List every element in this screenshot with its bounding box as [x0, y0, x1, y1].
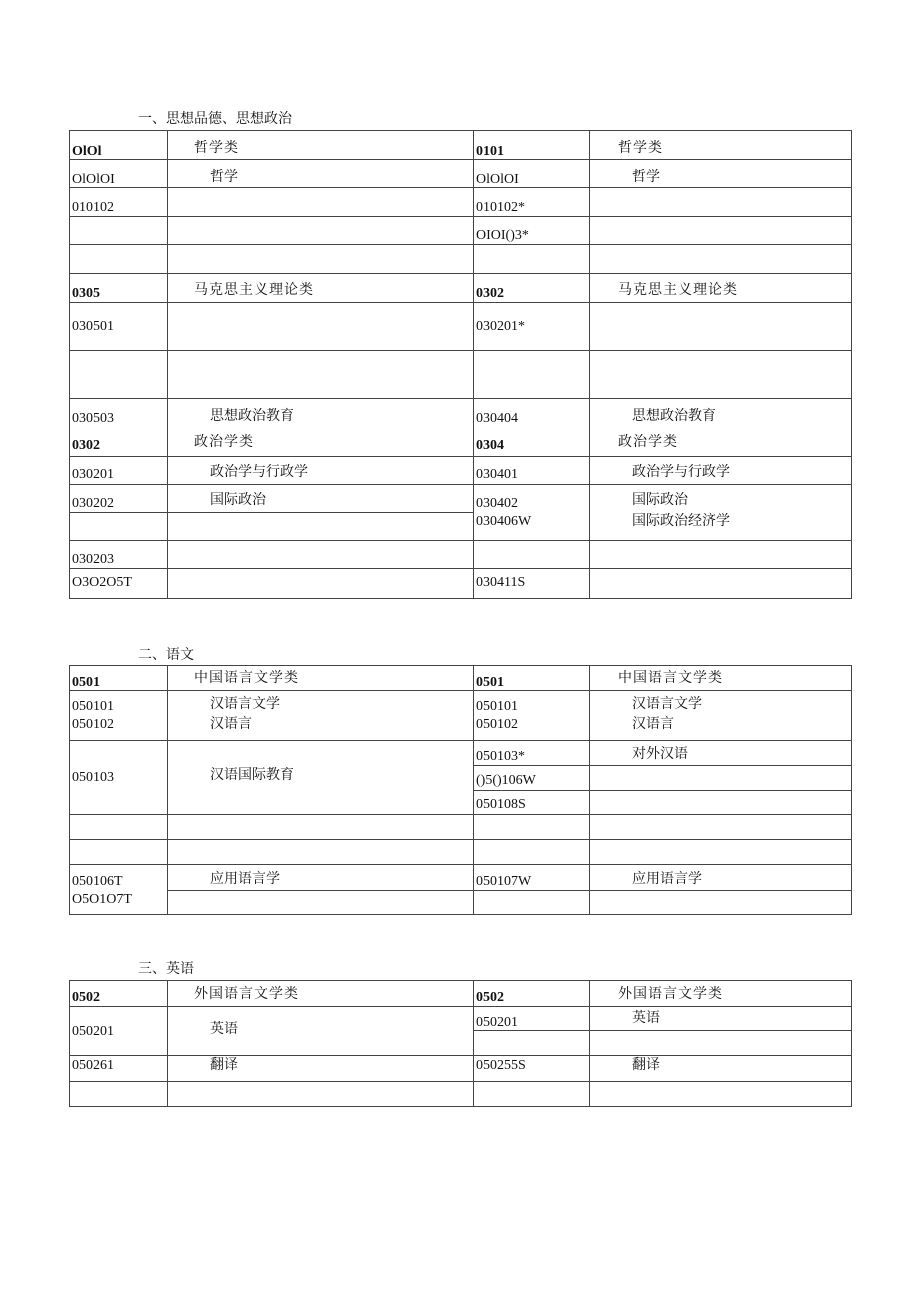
- table-cell: 哲学类: [168, 131, 474, 160]
- table-row: [70, 513, 852, 541]
- table-cell: 马克思主义理论类: [168, 274, 474, 303]
- table-cell: 050255S: [474, 1056, 590, 1082]
- table-cell: [590, 303, 852, 351]
- table-cell: [168, 569, 474, 599]
- table-row: [70, 1056, 852, 1082]
- table-cell: [590, 891, 852, 915]
- table-cell: 050103*: [474, 741, 590, 766]
- table-cell: [168, 840, 474, 865]
- table-cell: ()5()106W: [474, 766, 590, 791]
- table-row: [70, 351, 852, 399]
- table-cell: 中国语言文学类: [590, 666, 852, 691]
- table-cell: OlOlOI: [70, 160, 168, 188]
- table-cell: 哲学: [590, 160, 852, 188]
- table-row: [70, 1082, 852, 1107]
- table-row: [70, 485, 852, 513]
- table-cell: 050103: [70, 741, 168, 815]
- table-cell: 050108S: [474, 791, 590, 815]
- table-row: [70, 666, 852, 691]
- table-cell: [70, 513, 168, 541]
- table-cell: 0502: [474, 981, 590, 1007]
- table-row: [70, 217, 852, 245]
- table-cell: [168, 245, 474, 274]
- table-cell: 国际政治经济学: [590, 513, 852, 541]
- table-cell: 030201*: [474, 303, 590, 351]
- table-cell: 0502: [70, 981, 168, 1007]
- table-cell: 0302: [70, 428, 168, 457]
- table-cell: OIOI()3*: [474, 217, 590, 245]
- table-cell: [590, 245, 852, 274]
- table-row: [70, 457, 852, 485]
- table-row: [70, 428, 852, 457]
- table-cell: 应用语言学: [590, 865, 852, 891]
- table-cell: 050101: [474, 691, 590, 715]
- table-row: [70, 741, 852, 766]
- table-cell: 0501: [70, 666, 168, 691]
- table-cell: [168, 815, 474, 840]
- english-major-table: [69, 980, 852, 1107]
- table-row: [70, 303, 852, 351]
- table-cell: 外国语言文学类: [168, 981, 474, 1007]
- table-row: [70, 569, 852, 599]
- table-cell: [590, 541, 852, 569]
- table-cell: [474, 1031, 590, 1056]
- table-cell: [474, 245, 590, 274]
- table-cell: 思想政治教育: [590, 399, 852, 428]
- table-row: [70, 715, 852, 741]
- table-cell: 0305: [70, 274, 168, 303]
- table-cell: [474, 891, 590, 915]
- table-cell: 050102: [474, 715, 590, 741]
- table-cell: 汉语言: [590, 715, 852, 741]
- table-cell: [590, 1031, 852, 1056]
- table-cell: 0302: [474, 274, 590, 303]
- table-row: [70, 981, 852, 1007]
- table-cell: 马克思主义理论类: [590, 274, 852, 303]
- table-cell: [70, 815, 168, 840]
- table-cell: [70, 245, 168, 274]
- table-cell: 030404: [474, 399, 590, 428]
- table-cell: 050107W: [474, 865, 590, 891]
- table-cell: 汉语言文学: [590, 691, 852, 715]
- table-cell: [590, 351, 852, 399]
- table-cell: [70, 217, 168, 245]
- table-cell: 050106T: [70, 865, 168, 891]
- table-cell: 哲学: [168, 160, 474, 188]
- table-cell: 哲学类: [590, 131, 852, 160]
- table-cell: [590, 188, 852, 217]
- table-row: [70, 399, 852, 428]
- table-cell: [168, 891, 474, 915]
- table-cell: 国际政治: [168, 485, 474, 513]
- table-cell: [168, 1082, 474, 1107]
- table-cell: 010102*: [474, 188, 590, 217]
- table-cell: 030202: [70, 485, 168, 513]
- table-cell: 030401: [474, 457, 590, 485]
- table-cell: 对外汉语: [590, 741, 852, 766]
- table-cell: O5O1O7T: [70, 891, 168, 915]
- section-title-chinese: 二、语文: [138, 648, 194, 663]
- politics-major-table: [69, 130, 852, 599]
- table-row: [70, 815, 852, 840]
- table-cell: [474, 351, 590, 399]
- table-cell: 国际政治: [590, 485, 852, 513]
- table-row: [70, 865, 852, 891]
- table-cell: [590, 569, 852, 599]
- table-cell: [168, 217, 474, 245]
- table-cell: [590, 766, 852, 791]
- table-cell: 030503: [70, 399, 168, 428]
- table-cell: 政治学与行政学: [168, 457, 474, 485]
- table-row: [70, 691, 852, 715]
- table-cell: [168, 188, 474, 217]
- table-row: [70, 840, 852, 865]
- table-cell: 0501: [474, 666, 590, 691]
- chinese-major-table: [69, 665, 852, 915]
- table-cell: OlOl: [70, 131, 168, 160]
- table-cell: [474, 815, 590, 840]
- table-cell: [168, 541, 474, 569]
- table-row: [70, 541, 852, 569]
- table-cell: 030406W: [474, 513, 590, 541]
- table-cell: [474, 541, 590, 569]
- table-cell: [474, 1082, 590, 1107]
- section-title-english: 三、英语: [138, 962, 194, 977]
- table-cell: 050102: [70, 715, 168, 741]
- table-cell: 英语: [168, 1007, 474, 1056]
- table-row: [70, 274, 852, 303]
- table-cell: 030411S: [474, 569, 590, 599]
- table-cell: 030501: [70, 303, 168, 351]
- table-row: [70, 891, 852, 915]
- table-cell: [70, 1082, 168, 1107]
- table-cell: 政治学类: [168, 428, 474, 457]
- table-row: [70, 160, 852, 188]
- table-cell: 应用语言学: [168, 865, 474, 891]
- table-cell: 英语: [590, 1007, 852, 1031]
- table-row: [70, 188, 852, 217]
- table-cell: 010102: [70, 188, 168, 217]
- table-cell: 中国语言文学类: [168, 666, 474, 691]
- table-cell: 汉语国际教育: [168, 741, 474, 815]
- table-cell: 050201: [70, 1007, 168, 1056]
- table-cell: [474, 840, 590, 865]
- table-row: [70, 1007, 852, 1031]
- table-cell: [168, 351, 474, 399]
- table-cell: 外国语言文学类: [590, 981, 852, 1007]
- table-cell: 政治学与行政学: [590, 457, 852, 485]
- table-cell: 汉语言: [168, 715, 474, 741]
- table-cell: 汉语言文学: [168, 691, 474, 715]
- table-cell: OlOlOI: [474, 160, 590, 188]
- table-cell: 050261: [70, 1056, 168, 1082]
- table-cell: [590, 1082, 852, 1107]
- table-cell: 思想政治教育: [168, 399, 474, 428]
- table-cell: 翻译: [168, 1056, 474, 1082]
- table-cell: 政治学类: [590, 428, 852, 457]
- table-cell: O3O2O5T: [70, 569, 168, 599]
- table-cell: [590, 791, 852, 815]
- table-cell: 翻译: [590, 1056, 852, 1082]
- table-cell: 050101: [70, 691, 168, 715]
- table-cell: [70, 840, 168, 865]
- table-cell: 0304: [474, 428, 590, 457]
- table-cell: [590, 815, 852, 840]
- table-cell: 030203: [70, 541, 168, 569]
- table-cell: 050201: [474, 1007, 590, 1031]
- table-cell: 030402: [474, 485, 590, 513]
- table-cell: 0101: [474, 131, 590, 160]
- table-cell: [590, 217, 852, 245]
- table-cell: [168, 513, 474, 541]
- section-title-politics: 一、思想品德、思想政治: [138, 112, 292, 127]
- table-cell: [70, 351, 168, 399]
- table-row: [70, 131, 852, 160]
- table-cell: [168, 303, 474, 351]
- table-cell: [590, 840, 852, 865]
- table-row: [70, 245, 852, 274]
- table-cell: 030201: [70, 457, 168, 485]
